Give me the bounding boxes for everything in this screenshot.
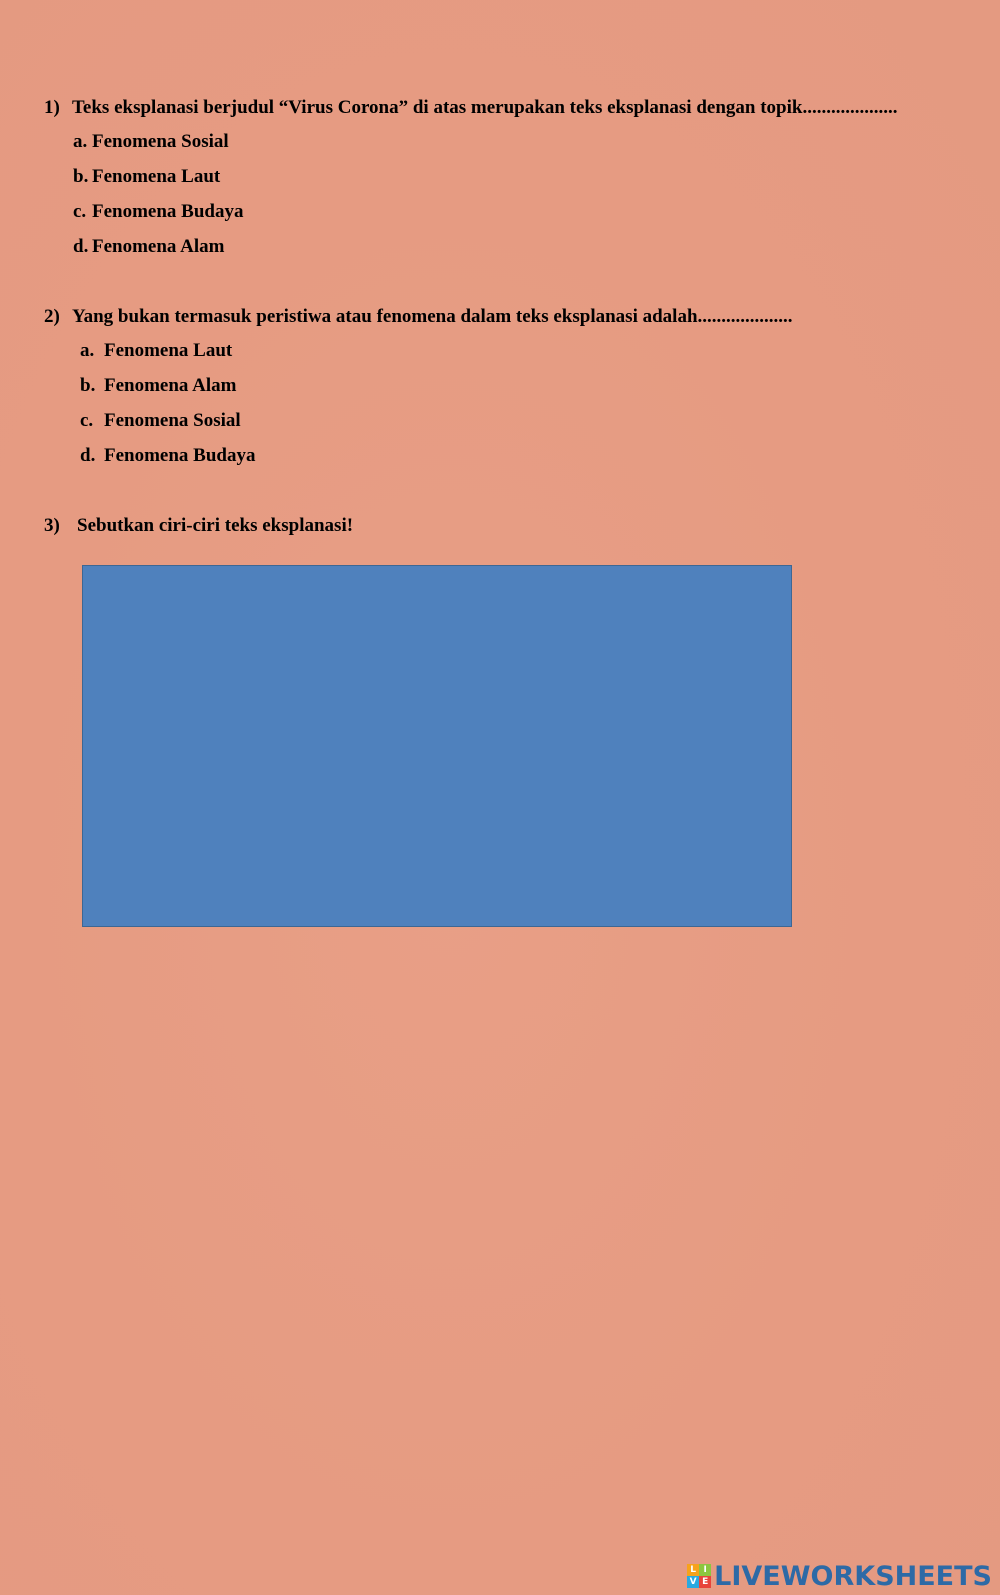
option-letter: b. xyxy=(80,375,96,396)
question-1-option-c[interactable] xyxy=(73,200,244,224)
question-1-option-a[interactable] xyxy=(73,130,229,154)
question-1-text: Teks eksplanasi berjudul “Virus Corona” di atas merupakan teks eksplanasi dengan topik.................... xyxy=(72,97,898,118)
option-text: Fenomena Laut xyxy=(104,340,233,361)
question-2-option-b[interactable] xyxy=(80,374,236,398)
option-text: Fenomena Laut xyxy=(92,166,221,187)
question-2-option-d[interactable] xyxy=(80,444,256,468)
option-text: Fenomena Sosial xyxy=(104,410,241,431)
question-2-option-c[interactable] xyxy=(80,409,241,433)
answer-text-box[interactable] xyxy=(82,565,792,927)
option-text: Fenomena Budaya xyxy=(92,201,244,222)
liveworksheets-brand xyxy=(687,1561,992,1591)
option-letter: a. xyxy=(73,131,88,152)
brand-name: LIVEWORKSHEETS xyxy=(714,1560,992,1592)
logo-letter-i: I xyxy=(699,1564,711,1576)
logo-letter-l: L xyxy=(687,1564,699,1576)
option-letter: d. xyxy=(80,445,96,466)
option-letter: d. xyxy=(73,236,89,257)
option-letter: c. xyxy=(80,410,94,431)
question-2-number: 2) xyxy=(44,306,60,327)
option-letter: a. xyxy=(80,340,95,361)
option-text: Fenomena Sosial xyxy=(92,131,229,152)
question-3 xyxy=(44,514,353,538)
option-letter: c. xyxy=(73,201,87,222)
option-text: Fenomena Alam xyxy=(104,375,237,396)
question-3-text: Sebutkan ciri-ciri teks eksplanasi! xyxy=(77,515,354,536)
question-2 xyxy=(44,305,793,329)
liveworksheets-logo-icon xyxy=(687,1564,711,1588)
logo-letter-v: V xyxy=(687,1576,699,1588)
option-text: Fenomena Budaya xyxy=(104,445,256,466)
question-2-option-a[interactable] xyxy=(80,339,232,363)
question-1-number: 1) xyxy=(44,97,60,118)
question-3-number: 3) xyxy=(44,515,60,536)
question-1-option-b[interactable] xyxy=(73,165,220,189)
option-letter: b. xyxy=(73,166,89,187)
option-text: Fenomena Alam xyxy=(92,236,225,257)
question-2-text: Yang bukan termasuk peristiwa atau fenomena dalam teks eksplanasi adalah.................... xyxy=(72,306,793,327)
logo-letter-e: E xyxy=(699,1576,711,1588)
question-1-option-d[interactable] xyxy=(73,235,224,259)
question-1 xyxy=(44,96,897,120)
